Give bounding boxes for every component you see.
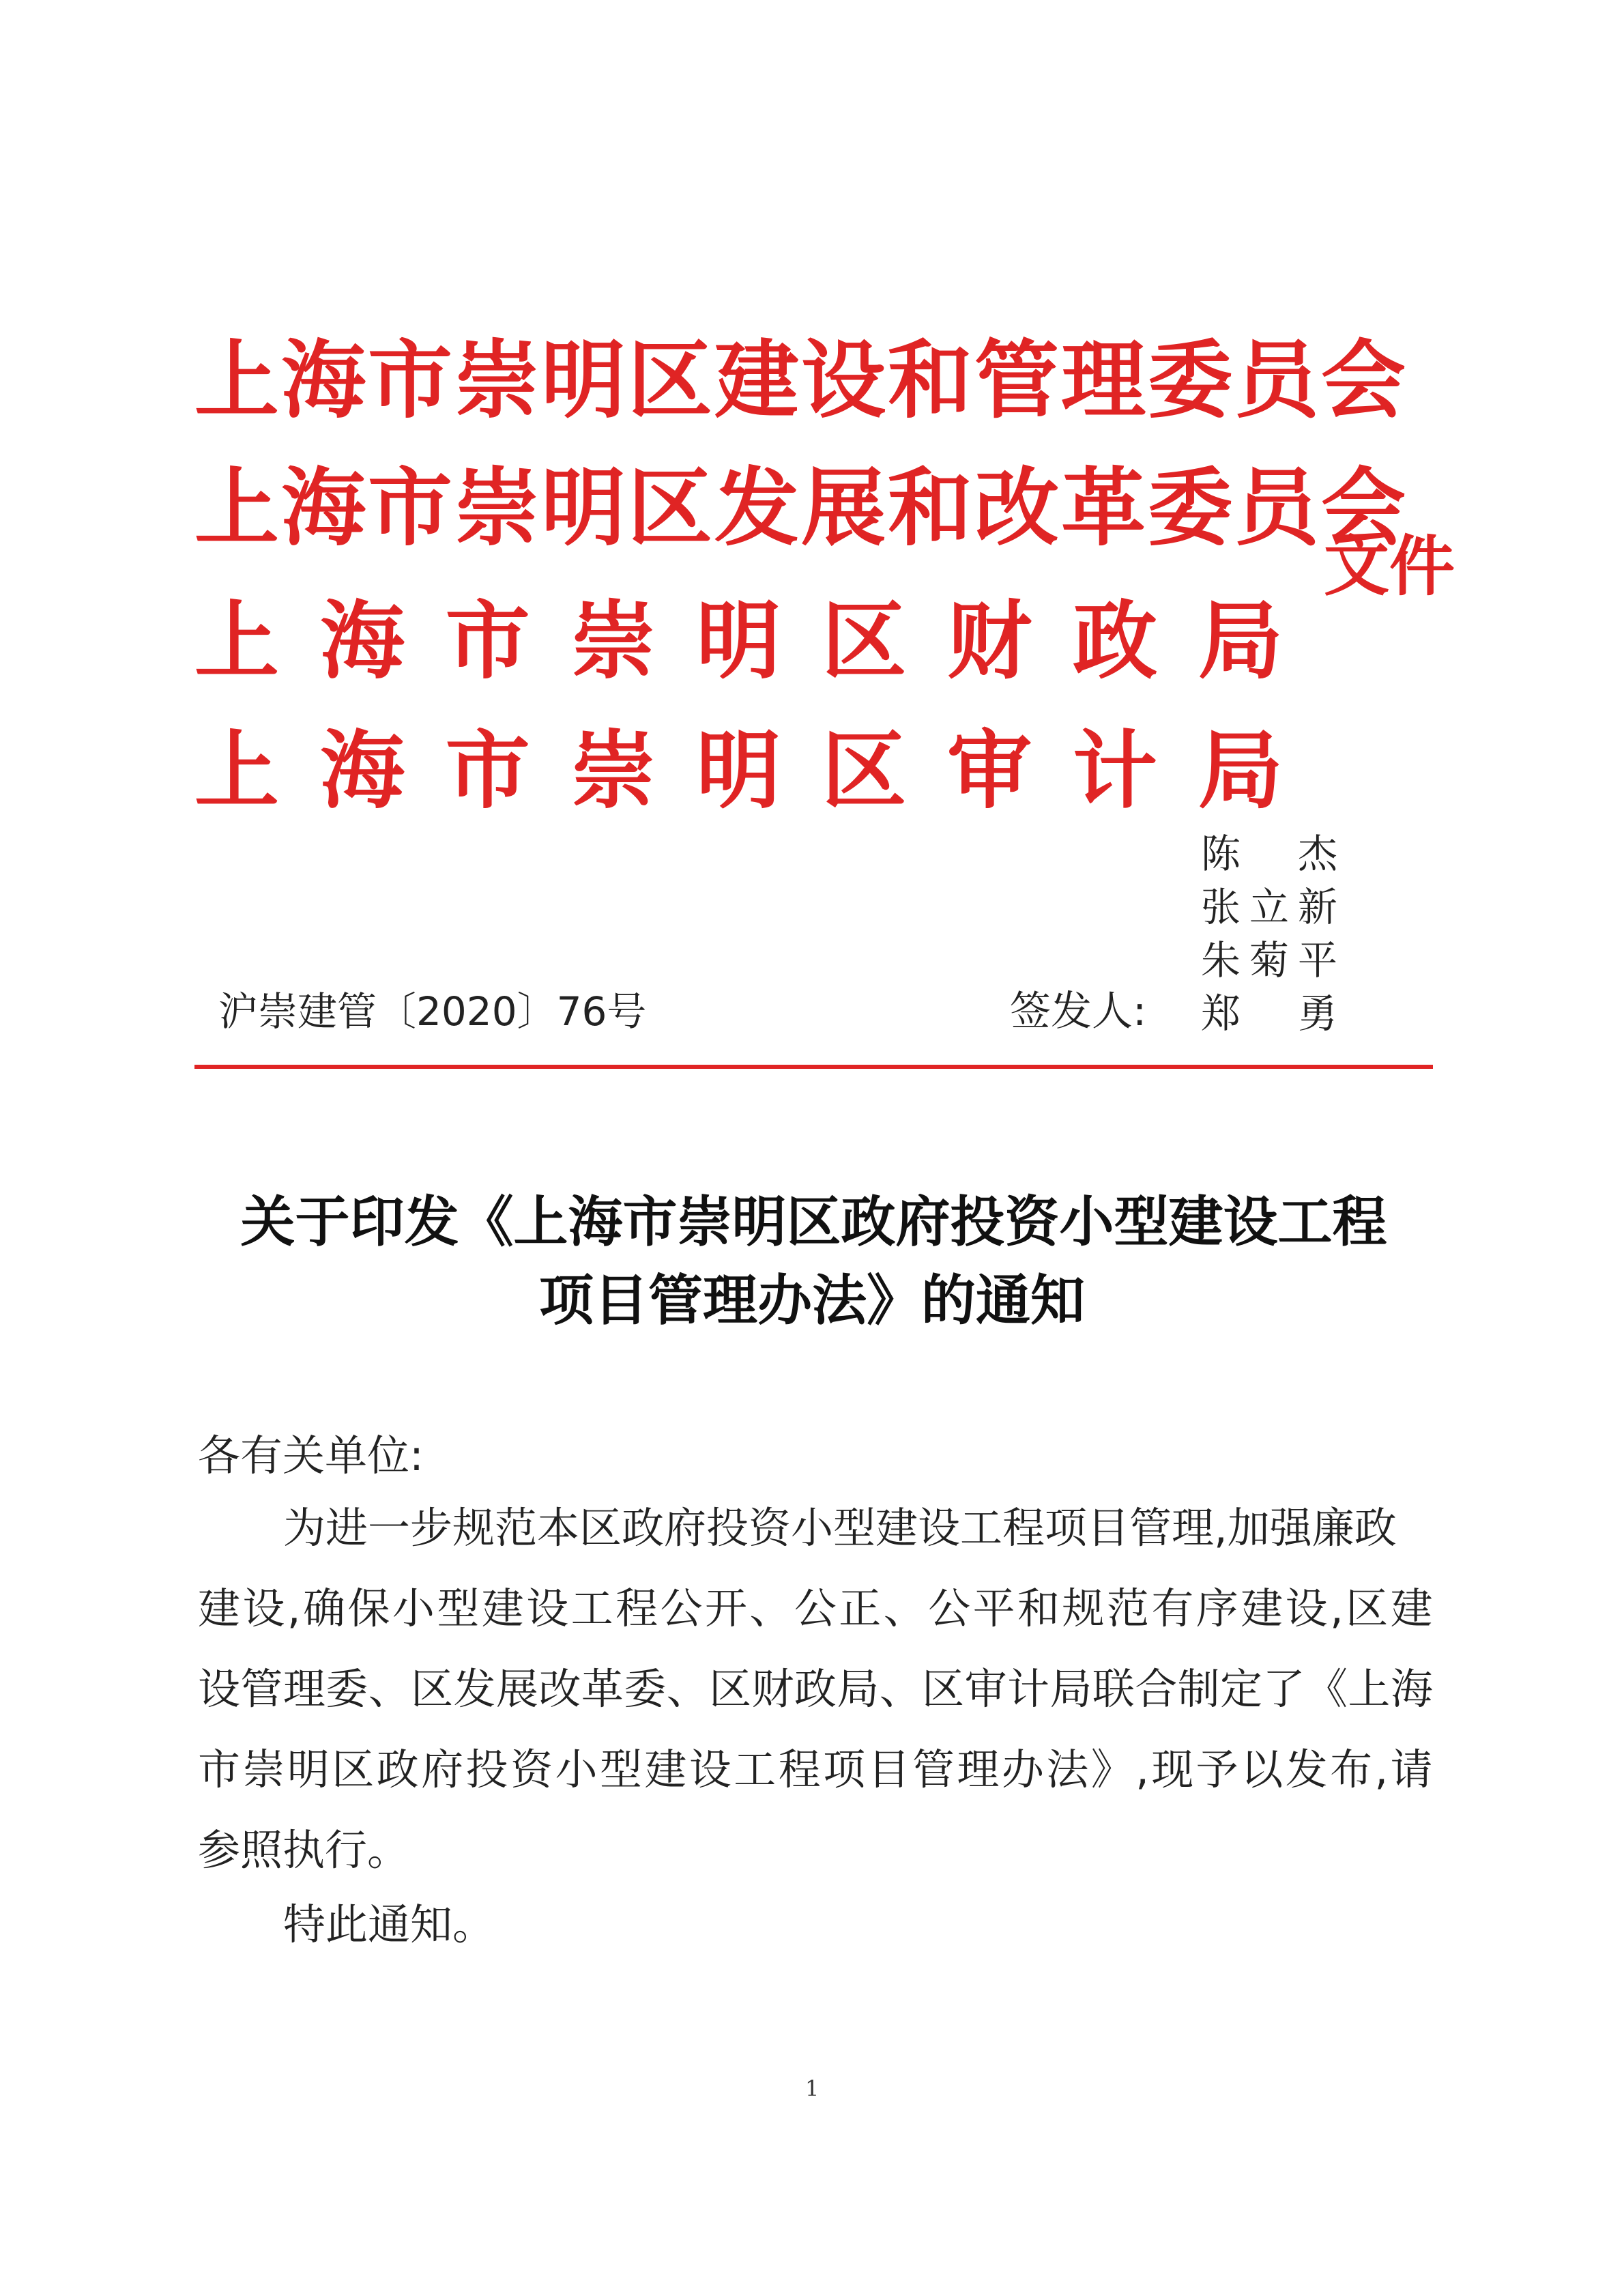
signer-name: 陈 杰: [1201, 831, 1337, 877]
paragraph-line: 参照执行。: [198, 1825, 410, 1875]
signer-name: 朱 菊 平: [1201, 937, 1337, 984]
document-number: 沪崇建管〔2020〕76号: [218, 988, 647, 1035]
page-number: 1: [805, 2076, 820, 2101]
signers-list: [1201, 827, 1337, 1040]
issuer-finance-bureau: 上 海 市 崇 明 区 财 政 局: [194, 592, 1283, 691]
paragraph-line: 建 设 , 确 保 小 型 建 设 工 程 公 开 、 公 正 、 公 平 和 规 范 有 序 建 设 , 区 建: [198, 1583, 1433, 1633]
signer-name: 郑 勇: [1201, 990, 1337, 1037]
paragraph-line: 市 崇 明 区 政 府 投 资 小 型 建 设 工 程 项 目 管 理 办 法 》 , 现 予 以 发 布 , 请: [198, 1745, 1433, 1794]
salutation: 各有关单位:: [198, 1431, 424, 1480]
document-type-label: 文件: [1324, 528, 1455, 605]
issued-by-label: 签发人:: [1010, 988, 1147, 1035]
document-title-line-2: 项目管理办法》的通知: [539, 1268, 1085, 1332]
issuer-construction-committee: 上海市崇明区建设和管理委员会: [194, 331, 1408, 430]
red-divider-line: [194, 1065, 1433, 1069]
issuer-audit-bureau: 上 海 市 崇 明 区 审 计 局: [194, 721, 1283, 820]
paragraph-line: 为进一步规范本区政府投资小型建设工程项目管理,加强廉政: [283, 1503, 1397, 1553]
signer-name: 张 立 新: [1201, 884, 1337, 930]
paragraph-line: 设 管 理 委 、 区 发 展 改 革 委 、 区 财 政 局 、 区 审 计 局 联 合 制 定 了 《 上 海: [198, 1664, 1433, 1714]
closing-line: 特此通知。: [283, 1899, 495, 1949]
document-title-line-1: 关于印发《上海市崇明区政府投资小型建设工程: [240, 1190, 1387, 1254]
issuer-development-reform-committee: 上海市崇明区发展和改革委员会: [194, 459, 1408, 558]
